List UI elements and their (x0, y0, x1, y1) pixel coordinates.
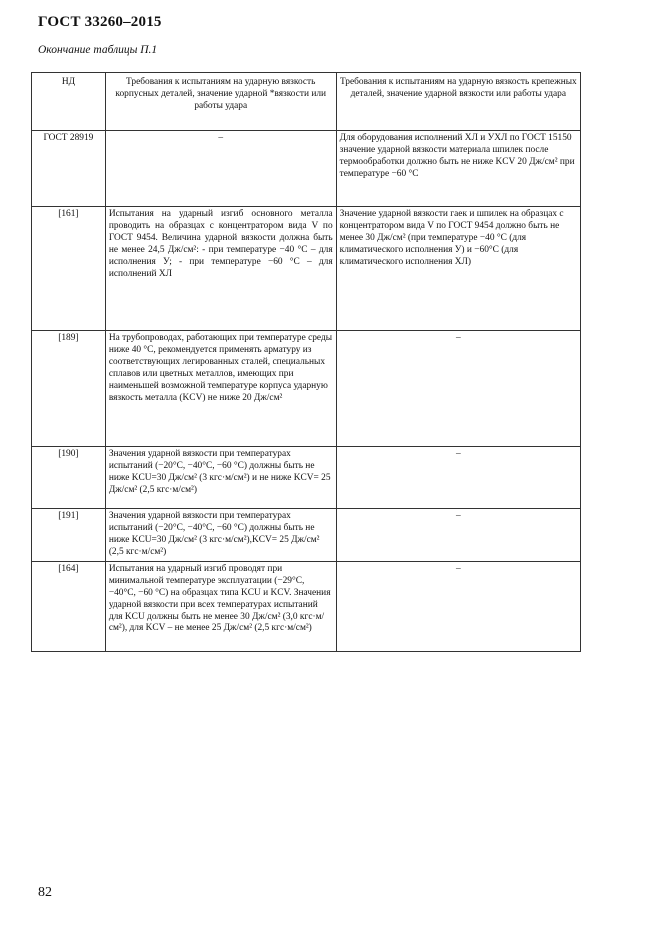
cell-fastener-requirement: – (336, 561, 580, 651)
cell-body-requirement: Испытания на ударный изгиб основного металла проводить на образцах с концентратором вида V по ГОСТ 9454. Величина ударной вязкости должна быть не менее 24,5 Дж/см²: - при температуре −40 °С – для исполнения У; - при температуре −60 °С – для исполнений ХЛ (105, 207, 336, 331)
header-fasteners: Требования к испытаниям на ударную вязкость крепежных деталей, значение ударной вязкости или работы удара (336, 73, 580, 131)
cell-nd: [161] (32, 207, 106, 331)
table-caption: Окончание таблицы П.1 (38, 44, 158, 56)
table-row (32, 447, 581, 509)
cell-body-requirement: Испытания на ударный изгиб проводят при минимальной температуре эксплуатации (−29°С, −40°С, −60 °С) на образцах типа KCU и KCV. Значения ударной вязкости при всех температурах испытаний для KCU должны быть не менее 30 Дж/см² (3,0 кгс·м/см²), для KCV – не менее 25 Дж/см² (2,5 кгс·м/см²) (105, 561, 336, 651)
cell-nd: [189] (32, 331, 106, 447)
table-row (32, 561, 581, 651)
cell-fastener-requirement: – (336, 509, 580, 562)
requirements-table (31, 72, 581, 652)
document-title: ГОСТ 33260–2015 (38, 14, 162, 30)
cell-body-requirement: Значения ударной вязкости при температурах испытаний (−20°С, −40°С, −60 °С) должны быть не ниже KCU=30 Дж/см² (3 кгс·м/см²) и не ниже KCV= 25 Дж/см² (2,5 кгс·м/см²) (105, 447, 336, 509)
table-header-row (32, 73, 581, 131)
cell-body-requirement: На трубопроводах, работающих при температуре среды ниже 40 °С, рекомендуется применять арматуру из соответствующих легированных сталей, специальных сплавов или цветных металлов, имеющих при наименьшей возможной температуре корпуса ударную вязкость металла (KCV) не ниже 20 Дж/см² (105, 331, 336, 447)
cell-fastener-requirement: Для оборудования исполнений ХЛ и УХЛ по ГОСТ 15150 значение ударной вязкости материала шпилек после термообработки должно быть не ниже KCV 20 Дж/см² при температуре −60 °С (336, 131, 580, 207)
cell-fastener-requirement: – (336, 447, 580, 509)
table-row (32, 131, 581, 207)
cell-nd: [164] (32, 561, 106, 651)
cell-body-requirement: – (105, 131, 336, 207)
cell-fastener-requirement: – (336, 331, 580, 447)
cell-body-requirement: Значения ударной вязкости при температурах испытаний (−20°С, −40°С, −60 °С) должны быть не ниже KCU=30 Дж/см² (3 кгс·м/см²),KCV= 25 Дж/см² (2,5 кгс·м/см²) (105, 509, 336, 562)
table-row (32, 331, 581, 447)
table-row (32, 509, 581, 562)
header-nd: НД (32, 73, 106, 131)
page-number: 82 (38, 885, 52, 900)
table-row (32, 207, 581, 331)
cell-nd: [191] (32, 509, 106, 562)
header-body-parts: Требования к испытаниям на ударную вязкость корпусных деталей, значение ударной *вязкости или работы удара (105, 73, 336, 131)
cell-nd: ГОСТ 28919 (32, 131, 106, 207)
cell-nd: [190] (32, 447, 106, 509)
cell-fastener-requirement: Значение ударной вязкости гаек и шпилек на образцах с концентратором вида V по ГОСТ 9454 должно быть не менее 30 Дж/см² (при температуре −40 °С (для климатического исполнения У) и −60°С (для климатического исполнения ХЛ) (336, 207, 580, 331)
